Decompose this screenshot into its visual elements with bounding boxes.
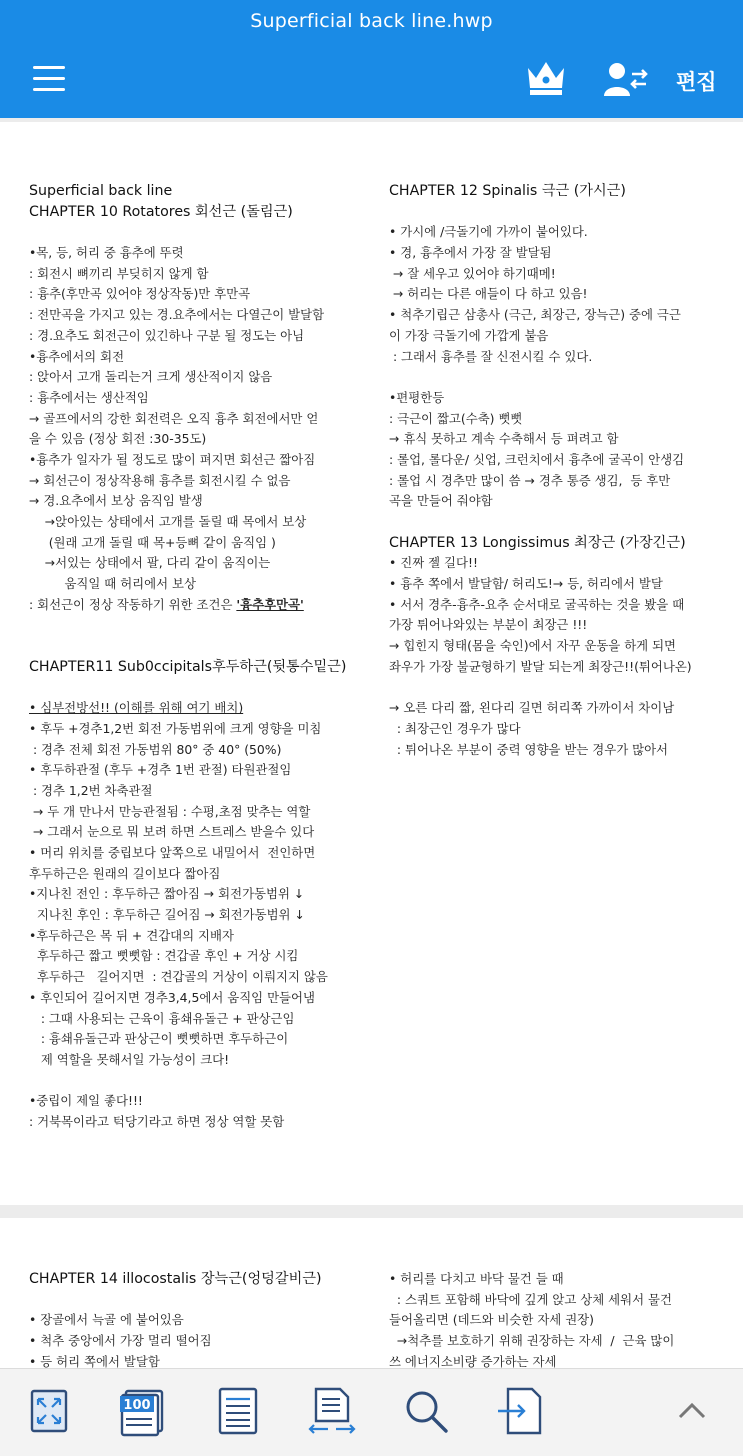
text-line bbox=[29, 1009, 346, 1030]
text-line bbox=[29, 222, 346, 243]
text-line bbox=[389, 1310, 674, 1331]
line-text: → 오른 다리 짧, 왼다리 길면 허리쪽 가까이서 차이남 bbox=[389, 700, 675, 716]
text-line bbox=[29, 740, 346, 761]
premium-button[interactable] bbox=[522, 58, 570, 98]
line-text: 가장 튀어나와있는 부분이 최장근 !!! bbox=[389, 617, 588, 633]
text-line bbox=[29, 946, 346, 967]
line-text: • 등 허리 쪽에서 발달함 bbox=[29, 1353, 160, 1368]
text-line bbox=[389, 284, 692, 305]
text-line bbox=[389, 1352, 674, 1368]
line-text: : 그때 사용되는 근육이 흉쇄유돌근 + 판상근임 bbox=[29, 1010, 295, 1026]
hamburger-line bbox=[33, 77, 65, 80]
chapter-heading bbox=[29, 202, 346, 223]
hamburger-menu-icon bbox=[33, 66, 65, 69]
line-text: → 잘 세우고 있어야 하기때메! bbox=[389, 265, 556, 281]
line-text: : 그래서 흉추를 잘 신전시킬 수 있다. bbox=[389, 348, 593, 364]
user-switch-icon bbox=[602, 60, 650, 100]
line-text: (원래 고개 돌릴 때 목+등뼈 같이 움직임 ) bbox=[29, 534, 276, 550]
text-line bbox=[389, 305, 692, 326]
text-line bbox=[389, 636, 692, 657]
zoom-level-button[interactable] bbox=[116, 1385, 168, 1437]
text-line bbox=[29, 347, 346, 368]
line-text: →서있는 상태에서 팔, 다리 같이 움직이는 bbox=[29, 555, 271, 571]
line-text: • 가시에 /극돌기에 가까이 붙어있다. bbox=[389, 224, 588, 240]
text-line bbox=[29, 1071, 346, 1092]
text-line bbox=[389, 615, 692, 636]
line-text: 곡을 만들어 줘야함 bbox=[389, 493, 493, 509]
line-text: : 전만곡을 가지고 있는 경.요추에서는 다열근이 발달함 bbox=[29, 307, 325, 323]
line-text: 후두하근 짧고 뻣뻣함 : 견갑골 후인 + 거상 시킴 bbox=[29, 948, 299, 964]
chapter-heading bbox=[389, 181, 692, 202]
line-text: •흉추가 일자가 될 정도로 많이 펴지면 회선근 짧아짐 bbox=[29, 451, 316, 467]
line-text: •지나친 전인 : 후두하근 짧아짐 → 회전가동범위 ↓ bbox=[29, 886, 305, 902]
line-text: • 장골에서 늑골 에 붙어있음 bbox=[29, 1312, 184, 1328]
text-line bbox=[29, 926, 346, 947]
line-text: • 경, 흉추에서 가장 잘 발달됨 bbox=[389, 245, 552, 261]
chapter-heading bbox=[29, 1269, 322, 1290]
line-text: 좌우가 가장 불균형하기 발달 되는게 최장근!!(튀어나온) bbox=[389, 658, 692, 674]
chapter-heading bbox=[29, 181, 346, 202]
line-text: • 머리 위치를 중립보다 앞쪽으로 내밀어서 전인하면 bbox=[29, 845, 316, 860]
line-text: • 후두하관절 (후두 +경추 1번 관절) 타원관절임 bbox=[29, 762, 292, 778]
text-line bbox=[29, 284, 346, 305]
text-line bbox=[389, 574, 692, 595]
text-line bbox=[389, 595, 692, 616]
line-text: : 튀어나온 부분이 중력 영향을 받는 경우가 많아서 bbox=[389, 741, 669, 757]
document-title: Superficial back line.hwp bbox=[250, 10, 493, 32]
line-text: →앉아있는 상태에서 고개를 돌릴 때 목에서 보상 bbox=[29, 514, 307, 529]
document-page-1 bbox=[0, 122, 743, 1205]
chevron-up-icon bbox=[666, 1385, 718, 1437]
line-text: • 척추기립근 삼총사 (극근, 최장근, 장늑근) 중에 극근 bbox=[389, 307, 681, 323]
line-text: → 회선근이 정상작용해 흉추를 회전시킬 수 없음 bbox=[29, 472, 291, 488]
zoom-badge-text: 100 bbox=[123, 1398, 151, 1413]
go-to-page-button[interactable] bbox=[494, 1385, 546, 1437]
text-line bbox=[29, 802, 346, 823]
line-text: CHAPTER 10 Rotatores 회선근 (돌림근) bbox=[29, 203, 293, 220]
text-line bbox=[389, 1269, 674, 1290]
text-line bbox=[389, 719, 692, 740]
text-line bbox=[389, 698, 692, 719]
line-text: 후두하근은 원래의 길이보다 짧아짐 bbox=[29, 865, 221, 881]
text-line bbox=[389, 471, 692, 492]
text-line bbox=[29, 367, 346, 388]
text-line bbox=[29, 429, 346, 450]
line-text: 쓰 에너지소비량 증가하는 자세 bbox=[389, 1353, 557, 1368]
line-text: → 힙힌지 형태(몸을 숙인)에서 자꾸 운동을 하게 되면 bbox=[389, 638, 677, 654]
line-text: 을 수 있음 (정상 회전 :30-35도) bbox=[29, 431, 207, 447]
line-text: •흉추에서의 회전 bbox=[29, 348, 125, 364]
text-line bbox=[29, 781, 346, 802]
line-text: 이 가장 극돌기에 가깝게 붙음 bbox=[389, 327, 549, 343]
text-line bbox=[29, 1290, 322, 1311]
text-line bbox=[29, 905, 346, 926]
text-line bbox=[29, 1331, 322, 1352]
line-text: • 후인되어 길어지면 경추3,4,5에서 움직임 만들어냄 bbox=[29, 989, 315, 1005]
text-line bbox=[29, 243, 346, 264]
line-text: CHAPTER 12 Spinalis 극근 (가시근) bbox=[389, 183, 626, 199]
text-line bbox=[29, 533, 346, 554]
text-line bbox=[29, 1310, 322, 1331]
text-line bbox=[29, 553, 346, 574]
hamburger-line bbox=[33, 88, 65, 91]
line-text: CHAPTER 14 illocostalis 장늑근(엉덩갈비근) bbox=[29, 1271, 322, 1287]
line-text: CHAPTER 13 Longissimus 최장근 (가장긴근) bbox=[389, 534, 686, 551]
text-line bbox=[29, 512, 346, 533]
text-line bbox=[389, 1331, 674, 1352]
line-text: →척추를 보호하기 위해 권장하는 자세 / 근육 많이 bbox=[389, 1333, 675, 1349]
text-line bbox=[29, 409, 346, 430]
text-line bbox=[29, 967, 346, 988]
line-text: → 경.요추에서 보상 움직임 발생 bbox=[29, 493, 203, 509]
text-line bbox=[389, 450, 692, 471]
search-button[interactable] bbox=[400, 1385, 452, 1437]
line-text: : 극근이 짧고(수축) 뻣뻣 bbox=[389, 410, 523, 426]
menu-button[interactable] bbox=[30, 62, 70, 96]
text-line bbox=[29, 864, 346, 885]
chapter-heading bbox=[389, 533, 692, 554]
text-line bbox=[389, 202, 692, 223]
text-line bbox=[389, 740, 692, 761]
page-navigate-button[interactable] bbox=[306, 1385, 358, 1437]
line-text: → 그래서 눈으로 뭐 보려 하면 스트레스 받을수 있다 bbox=[29, 824, 315, 840]
text-line bbox=[29, 491, 346, 512]
chapter-heading bbox=[29, 657, 346, 678]
line-text: •편평한등 bbox=[389, 389, 445, 405]
text-line bbox=[29, 760, 346, 781]
line-text: : 경추 1,2번 차축관절 bbox=[29, 782, 153, 798]
app-bar bbox=[0, 0, 743, 118]
zoom-level-icon bbox=[116, 1385, 168, 1437]
fit-screen-button[interactable] bbox=[24, 1385, 76, 1437]
line-text: → 휴식 못하고 계속 수축해서 등 펴려고 함 bbox=[389, 431, 619, 447]
emphasis-text: '흉추후만곡' bbox=[236, 596, 304, 612]
line-text: •후두하근은 목 뒤 + 견갑대의 지배자 bbox=[29, 927, 234, 943]
fit-screen-icon bbox=[24, 1385, 76, 1437]
text-line bbox=[29, 1050, 346, 1071]
page2-left-column bbox=[29, 1269, 322, 1368]
scroll-top-button[interactable] bbox=[666, 1385, 718, 1437]
text-line bbox=[389, 678, 692, 699]
text-line bbox=[29, 615, 346, 636]
line-text: : 스쿼트 포함해 바닥에 깊게 앉고 상체 세워서 물건 bbox=[389, 1291, 672, 1307]
line-text: : 롤업, 롤다운/ 싯업, 크런치에서 흉추에 굴곡이 안생김 bbox=[389, 451, 685, 467]
line-text: : 거북목이라고 턱당기라고 하면 정상 역할 못함 bbox=[29, 1113, 285, 1129]
text-line bbox=[29, 1029, 346, 1050]
line-text: •중립이 제일 좋다!!! bbox=[29, 1093, 143, 1109]
line-text: : 흉추에서는 생산적임 bbox=[29, 389, 149, 405]
text-line bbox=[389, 491, 692, 512]
line-text: •목, 등, 허리 중 흉추에 뚜렷 bbox=[29, 245, 184, 261]
text-line bbox=[29, 884, 346, 905]
line-text: • 심부전방선!! (이해를 위해 여기 배치) bbox=[29, 700, 244, 716]
text-line bbox=[389, 429, 692, 450]
text-line bbox=[29, 574, 346, 595]
text-line bbox=[29, 843, 346, 864]
text-line bbox=[29, 988, 346, 1009]
page2-right-column bbox=[389, 1269, 674, 1368]
line-text: CHAPTER11 Sub0ccipitals후두하근(뒷통수밑근) bbox=[29, 658, 347, 675]
line-text: • 척추 중앙에서 가장 멀리 떨어짐 bbox=[29, 1333, 212, 1349]
line-text: • 흉추 쪽에서 발달함/ 허리도!→ 등, 허리에서 발달 bbox=[389, 576, 663, 592]
line-text: 움직일 때 허리에서 보상 bbox=[29, 576, 196, 592]
line-text: 후두하근 길어지면 : 견갑골의 거상이 이뤄지지 않음 bbox=[29, 969, 328, 985]
text-line bbox=[29, 1352, 322, 1368]
line-text: : 앉아서 고개 돌리는거 크게 생산적이지 않음 bbox=[29, 369, 273, 385]
line-text: : 흉추(후만곡 있어야 정상작동)만 후만곡 bbox=[29, 286, 251, 302]
text-line bbox=[29, 1091, 346, 1112]
text-line bbox=[389, 347, 692, 368]
text-line bbox=[29, 698, 346, 719]
text-line bbox=[29, 595, 346, 616]
line-text: → 골프에서의 강한 회전력은 오직 흉추 회전에서만 얻 bbox=[29, 410, 319, 426]
text-line bbox=[29, 450, 346, 471]
line-text: : 최장근인 경우가 많다 bbox=[389, 720, 521, 736]
search-icon bbox=[400, 1385, 452, 1437]
text-line bbox=[389, 243, 692, 264]
text-line bbox=[389, 222, 692, 243]
user-switch-button[interactable] bbox=[602, 60, 650, 100]
line-text: → 허리는 다른 애들이 다 하고 있음! bbox=[389, 286, 588, 302]
document-page-2 bbox=[0, 1218, 743, 1368]
text-line bbox=[389, 512, 692, 533]
line-text: • 후두 +경추1,2번 회전 가동범위에 크게 영향을 미침 bbox=[29, 720, 322, 736]
text-line bbox=[29, 678, 346, 699]
text-line bbox=[389, 264, 692, 285]
line-text: • 서서 경추-흉추-요추 순서대로 굴곡하는 것을 봤을 때 bbox=[389, 596, 685, 612]
page-view-button[interactable] bbox=[212, 1385, 264, 1437]
line-text: : 경.요추도 회전근이 있긴하나 구분 될 정도는 아님 bbox=[29, 327, 305, 343]
text-line bbox=[29, 1112, 346, 1133]
text-line bbox=[29, 719, 346, 740]
text-line bbox=[389, 1290, 674, 1311]
text-line bbox=[389, 326, 692, 347]
line-text: 지나친 후인 : 후두하근 길어짐 → 회전가동범위 ↓ bbox=[29, 907, 305, 923]
line-text: : 회전시 뼈끼리 부딪히지 않게 함 bbox=[29, 265, 209, 281]
line-text: 제 역할을 못해서일 가능성이 크다! bbox=[29, 1051, 230, 1067]
text-line bbox=[389, 388, 692, 409]
text-line bbox=[29, 305, 346, 326]
text-line bbox=[29, 388, 346, 409]
line-text: : 롤업 시 경추만 많이 씀 → 경추 통증 생김, 등 후만 bbox=[389, 472, 671, 488]
text-line bbox=[389, 367, 692, 388]
text-line bbox=[29, 636, 346, 657]
text-line bbox=[389, 553, 692, 574]
line-text: • 진짜 젤 길다!! bbox=[389, 555, 478, 571]
page1-right-column bbox=[389, 181, 692, 760]
page-navigate-icon bbox=[306, 1385, 358, 1437]
page1-left-column bbox=[29, 181, 346, 1133]
page-view-icon bbox=[212, 1385, 264, 1437]
text-line bbox=[29, 264, 346, 285]
line-text: Superficial back line bbox=[29, 183, 173, 199]
line-text: → 두 개 만나서 만능관절됨 : 수평,초점 맞추는 역할 bbox=[29, 803, 311, 819]
text-line bbox=[389, 409, 692, 430]
line-text: : 경추 전체 회전 가동범위 80° 중 40° (50%) bbox=[29, 741, 282, 757]
text-line bbox=[29, 326, 346, 347]
go-to-page-icon bbox=[494, 1385, 546, 1437]
crown-icon bbox=[522, 58, 570, 98]
line-text: • 허리를 다치고 바닥 물건 들 때 bbox=[389, 1271, 564, 1286]
text-line bbox=[29, 822, 346, 843]
edit-button[interactable]: 편집 bbox=[676, 70, 717, 94]
bottom-toolbar bbox=[0, 1368, 743, 1456]
line-text: : 흉쇄유돌근과 판상근이 뻣뻣하면 후두하근이 bbox=[29, 1031, 289, 1047]
line-text: 들어올리면 (데드와 비슷한 자세 권장) bbox=[389, 1312, 594, 1328]
text-line bbox=[389, 657, 692, 678]
text-line bbox=[29, 471, 346, 492]
line-text: : 회선근이 정상 작동하기 위한 조건은 bbox=[29, 596, 237, 612]
